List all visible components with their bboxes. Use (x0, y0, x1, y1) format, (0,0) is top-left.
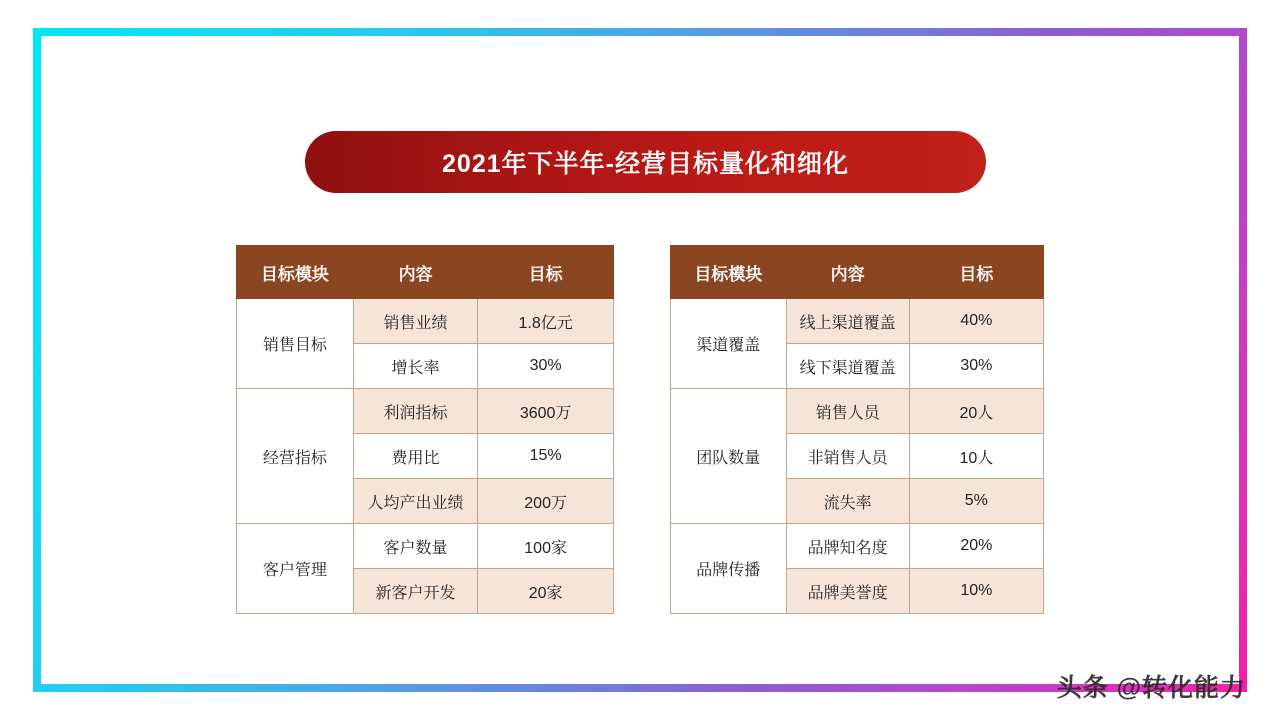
cell-content: 人均产出业绩 (353, 479, 477, 524)
cell-content: 线上渠道覆盖 (786, 299, 909, 344)
cell-target: 20家 (478, 569, 614, 614)
cell-target: 20% (909, 524, 1043, 569)
page-title: 2021年下半年-经营目标量化和细化 (442, 150, 849, 178)
cell-module: 经营指标 (237, 389, 354, 524)
column-header-content: 内容 (786, 246, 909, 299)
cell-module: 团队数量 (671, 389, 787, 524)
table-row (237, 299, 614, 344)
column-header-content: 内容 (353, 246, 477, 299)
cell-target: 1.8亿元 (478, 299, 614, 344)
cell-target: 20人 (909, 389, 1043, 434)
cell-target: 5% (909, 479, 1043, 524)
column-header-module: 目标模块 (671, 246, 787, 299)
cell-content: 增长率 (353, 344, 477, 389)
cell-content: 销售业绩 (353, 299, 477, 344)
table-row (237, 389, 614, 434)
watermark-label: 头条 @转化能力 (1056, 674, 1246, 702)
table-row (671, 389, 1044, 434)
table-row (671, 524, 1044, 569)
goal-table-left (236, 245, 614, 614)
cell-module: 销售目标 (237, 299, 354, 389)
cell-module: 品牌传播 (671, 524, 787, 614)
column-header-target: 目标 (478, 246, 614, 299)
cell-module: 客户管理 (237, 524, 354, 614)
cell-content: 品牌美誉度 (786, 569, 909, 614)
cell-content: 客户数量 (353, 524, 477, 569)
cell-target: 3600万 (478, 389, 614, 434)
cell-content: 利润指标 (353, 389, 477, 434)
table-body (237, 299, 614, 614)
cell-module: 渠道覆盖 (671, 299, 787, 389)
cell-target: 40% (909, 299, 1043, 344)
cell-content: 销售人员 (786, 389, 909, 434)
goal-table-right (670, 245, 1044, 614)
cell-content: 新客户开发 (353, 569, 477, 614)
table-row (671, 299, 1044, 344)
table-header-row (237, 246, 614, 299)
cell-content: 流失率 (786, 479, 909, 524)
cell-target: 10% (909, 569, 1043, 614)
table-body (671, 299, 1044, 614)
table-header-row (671, 246, 1044, 299)
cell-target: 200万 (478, 479, 614, 524)
slide-title-banner (305, 131, 986, 193)
cell-target: 30% (478, 344, 614, 389)
cell-target: 30% (909, 344, 1043, 389)
cell-target: 15% (478, 434, 614, 479)
table-row (237, 524, 614, 569)
tables-container (0, 245, 1280, 614)
cell-content: 品牌知名度 (786, 524, 909, 569)
cell-content: 非销售人员 (786, 434, 909, 479)
column-header-module: 目标模块 (237, 246, 354, 299)
cell-target: 10人 (909, 434, 1043, 479)
cell-target: 100家 (478, 524, 614, 569)
cell-content: 费用比 (353, 434, 477, 479)
column-header-target: 目标 (909, 246, 1043, 299)
cell-content: 线下渠道覆盖 (786, 344, 909, 389)
